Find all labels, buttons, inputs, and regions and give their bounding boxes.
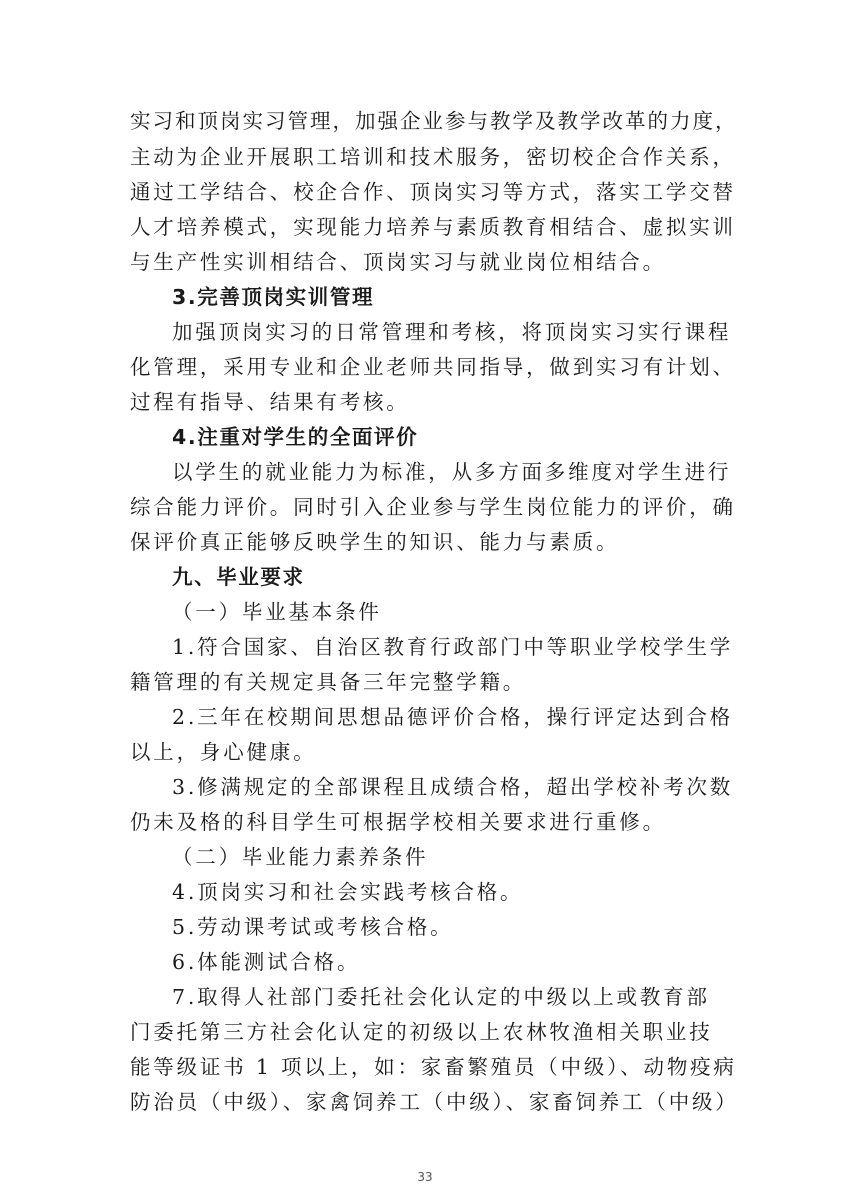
subsection-heading: （二）毕业能力素养条件 [172,845,429,869]
paragraph-line: 2.三年在校期间思想品德评价合格，操行评定达到合格 [172,705,734,729]
paragraph-line: 7.取得人社部门委托社会化认定的中级以上或教育部 [172,985,710,1009]
paragraph-line: 加强顶岗实习的日常管理和考核，将顶岗实习实行课程 [172,320,732,344]
paragraph-line: 4.顶岗实习和社会实践考核合格。 [172,880,524,904]
paragraph-line: 仍未及格的科目学生可根据学校相关要求进行重修。 [130,810,666,834]
chapter-heading: 九、毕业要求 [172,565,305,589]
page-number: 33 [417,1170,433,1184]
paragraph-line: 人才培养模式，实现能力培养与素质教育相结合、虚拟实训 [130,215,736,239]
paragraph-line: 籍管理的有关规定具备三年完整学籍。 [130,670,527,694]
paragraph-line: 化管理，采用专业和企业老师共同指导，做到实习有计划、 [130,355,736,379]
paragraph-line: 与生产性实训相结合、顶岗实习与就业岗位相结合。 [130,250,666,274]
paragraph-line: 保评价真正能够反映学生的知识、能力与素质。 [130,530,620,554]
paragraph-line: 门委托第三方社会化认定的初级以上农林牧渔相关职业技 [130,1020,713,1044]
section-heading: 4.注重对学生的全面评价 [172,425,419,449]
paragraph-line: 实习和顶岗实习管理，加强企业参与教学及教学改革的力度， [130,109,738,133]
paragraph-line: 3.修满规定的全部课程且成绩合格，超出学校补考次数 [172,775,734,799]
paragraph-line: 以上，身心健康。 [130,740,317,764]
paragraph-line: 通过工学结合、校企合作、顶岗实习等方式，落实工学交替 [130,180,736,204]
subsection-heading: （一）毕业基本条件 [172,600,382,624]
paragraph-line: 1.符合国家、自治区教育行政部门中等职业学校学生学 [172,635,734,659]
paragraph-line: 5.劳动课考试或考核合格。 [172,915,454,939]
paragraph-line: 防治员（中级）、家禽饲养工（中级）、家畜饲养工（中级） [130,1090,739,1114]
paragraph-line: 过程有指导、结果有考核。 [130,390,410,414]
section-heading: 3.完善顶岗实训管理 [172,285,375,309]
paragraph-line: 综合能力评价。同时引入企业参与学生岗位能力的评价，确 [130,495,736,519]
paragraph-line: 以学生的就业能力为标准，从多方面多维度对学生进行 [172,460,732,484]
paragraph-line: 6.体能测试合格。 [172,950,361,974]
paragraph-line: 主动为企业开展职工培训和技术服务，密切校企合作关系， [130,145,736,169]
paragraph-line: 能等级证书 1 项以上，如：家畜繁殖员（中级）、动物疫病 [130,1055,737,1079]
